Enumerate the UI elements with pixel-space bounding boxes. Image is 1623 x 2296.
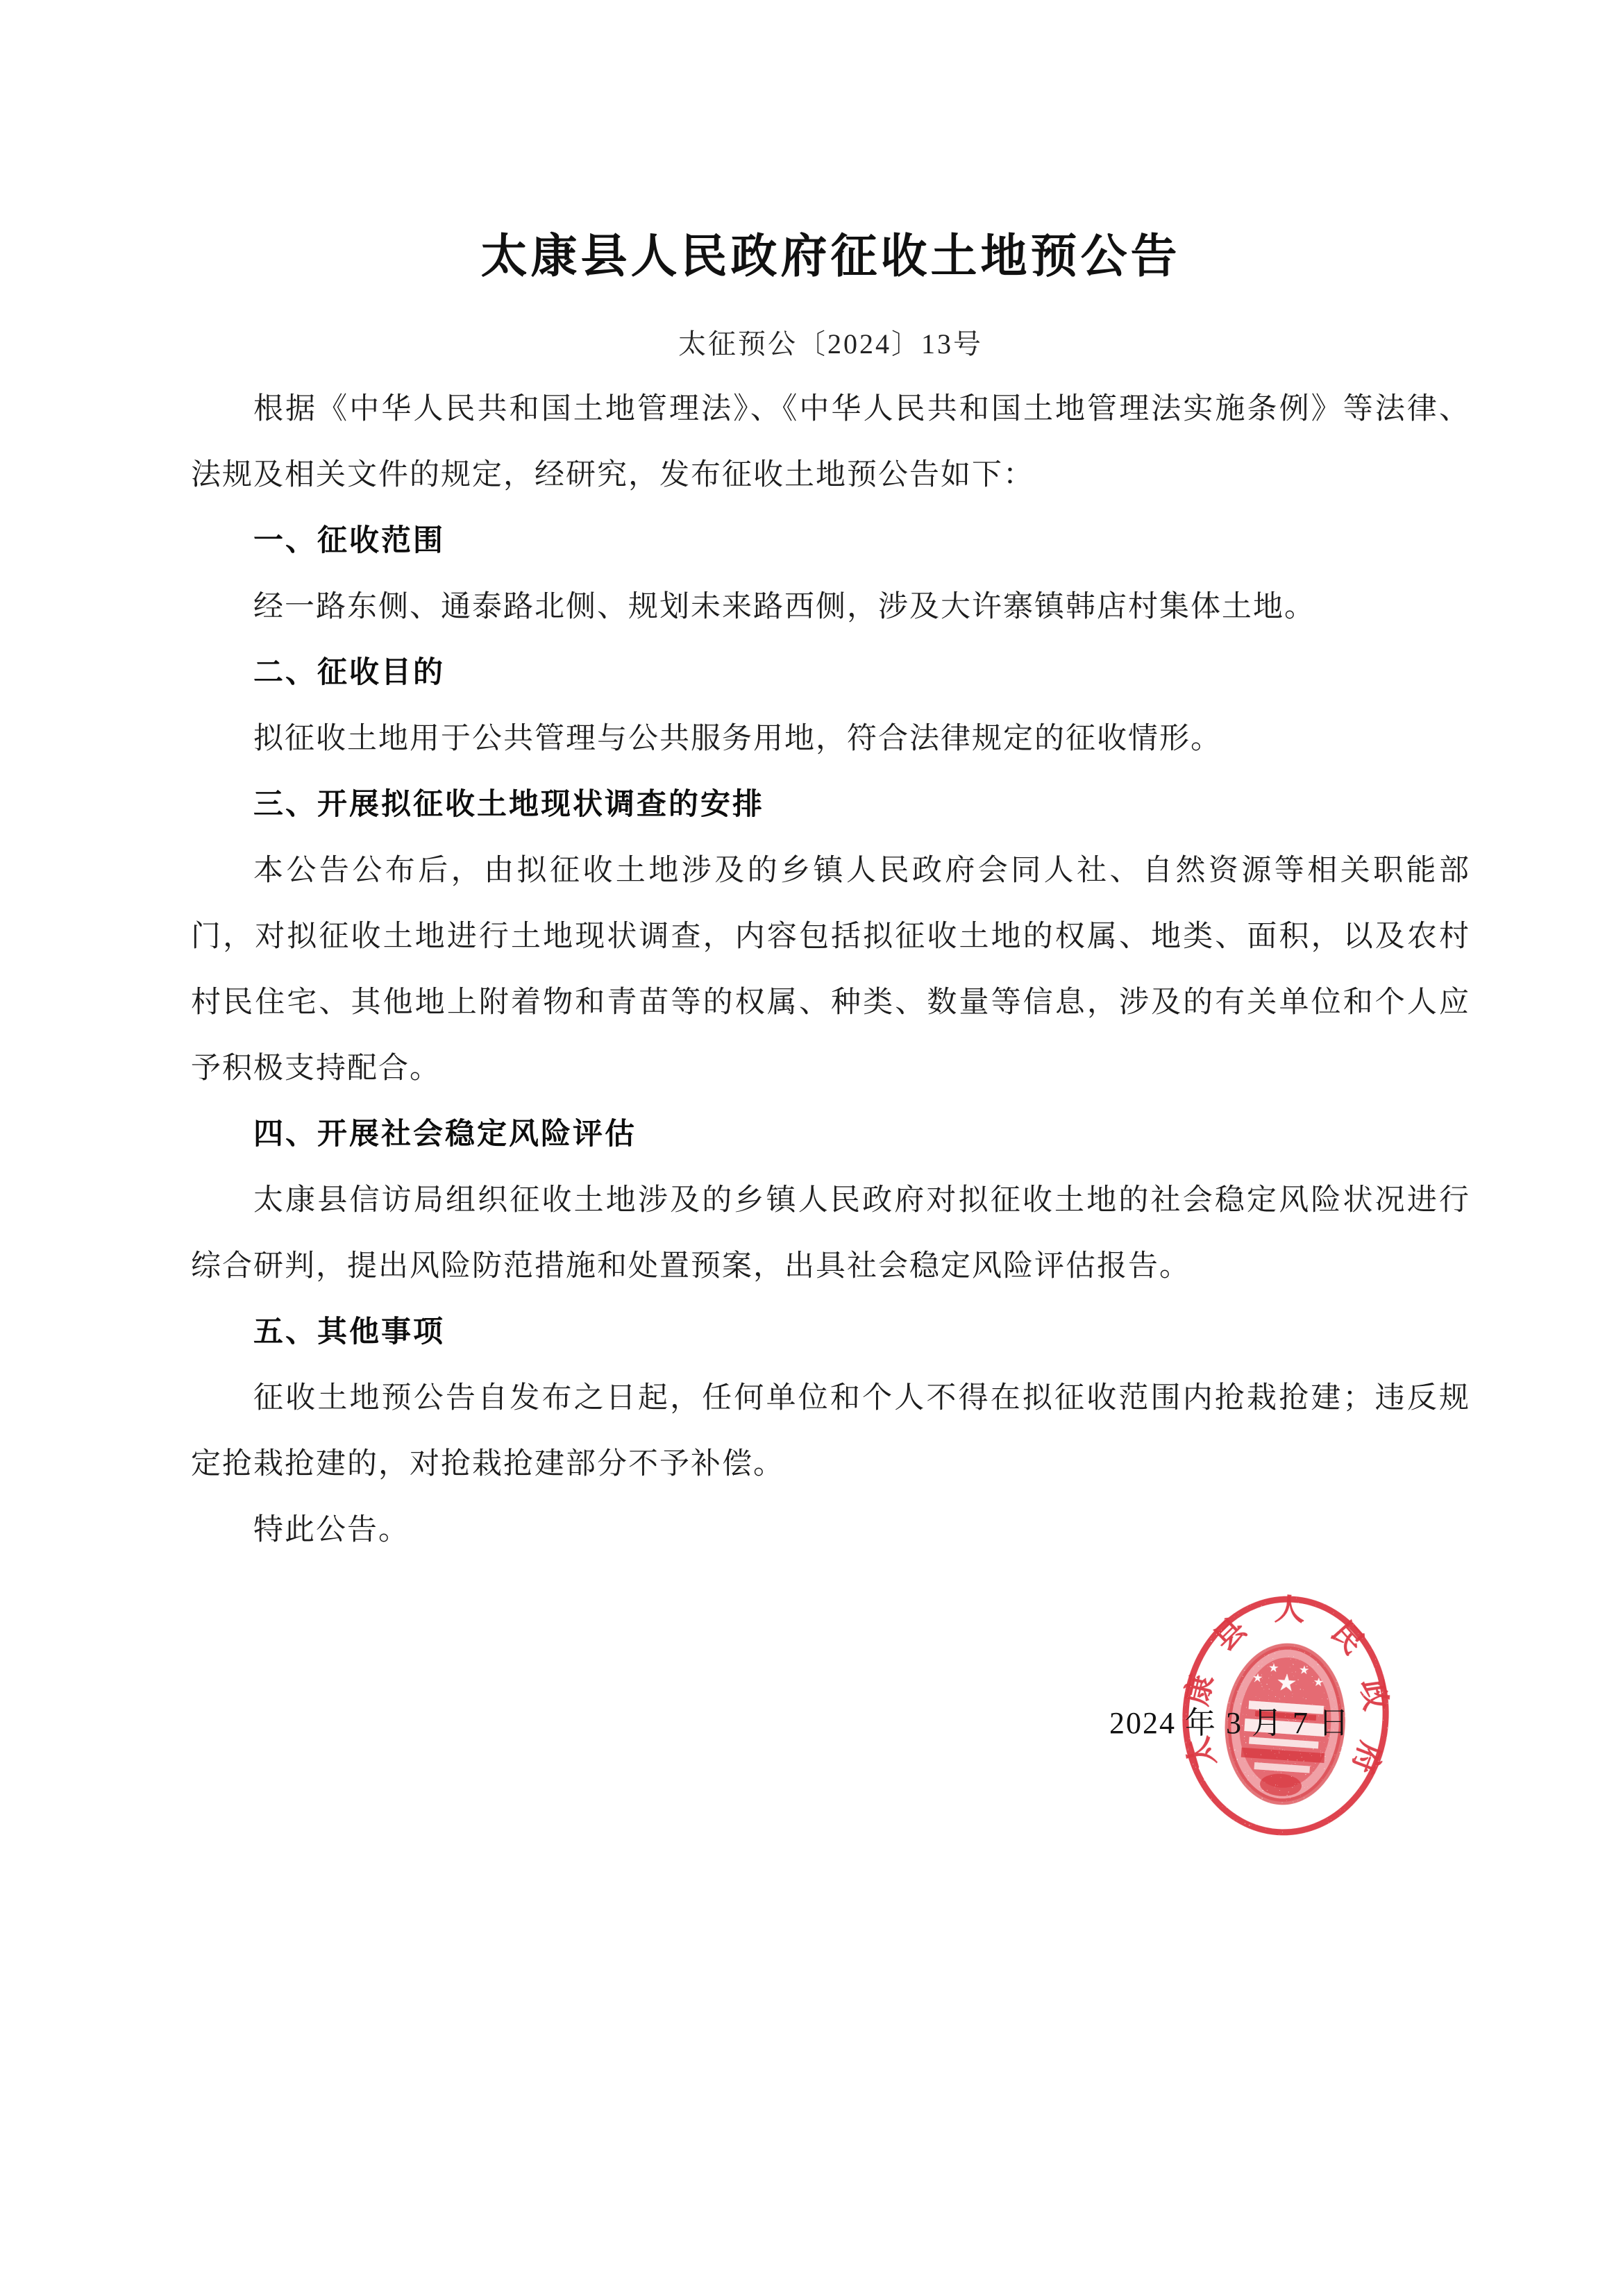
section-heading: 一、征收范围 bbox=[253, 524, 445, 557]
issue-date: 2024 年 3 月 7 日 bbox=[1109, 1706, 1350, 1740]
section-heading: 五、其他事项 bbox=[253, 1315, 445, 1349]
body-paragraph: 特此公告。 bbox=[253, 1514, 410, 1546]
body-paragraph: 根据《中华人民共和国土地管理法》、《中华人民共和国土地管理法实施条例》等法律、法规及相关文件的规定，经研究，发布征收土地预公告如下： bbox=[191, 393, 1470, 491]
big-star-icon: ★ bbox=[1275, 1669, 1298, 1697]
section-heading: 二、征收目的 bbox=[253, 656, 445, 689]
document-number: 太征预公〔2024〕13号 bbox=[678, 328, 983, 360]
small-star-icon: ★ bbox=[1252, 1671, 1263, 1685]
small-star-icon: ★ bbox=[1268, 1661, 1280, 1675]
body-paragraph: 太康县信访局组织征收土地涉及的乡镇人民政府对拟征收土地的社会稳定风险状况进行综合研判，提出风险防范措施和处置预案，出具社会稳定风险评估报告。 bbox=[191, 1184, 1470, 1283]
body-paragraph: 经一路东侧、通泰路北侧、规划未来路西侧，涉及大许寨镇韩店村集体土地。 bbox=[253, 591, 1315, 623]
section-heading: 三、开展拟征收土地现状调查的安排 bbox=[253, 788, 764, 821]
small-star-icon: ★ bbox=[1313, 1675, 1325, 1689]
section-heading: 四、开展社会稳定风险评估 bbox=[253, 1117, 637, 1151]
body-paragraph: 拟征收土地用于公共管理与公共服务用地，符合法律规定的征收情形。 bbox=[253, 723, 1222, 755]
document-title: 太康县人民政府征收土地预公告 bbox=[480, 231, 1181, 282]
document-body bbox=[191, 376, 1470, 1563]
body-paragraph: 本公告公布后，由拟征收土地涉及的乡镇人民政府会同人社、自然资源等相关职能部门，对拟征收土地进行土地现状调查，内容包括拟征收土地的权属、地类、面积，以及农村村民住宅、其他地上附着物和青苗等的权属、种类、数量等信息，涉及的有关单位和个人应予积极支持配合。 bbox=[191, 854, 1470, 1085]
body-paragraph: 征收土地预公告自发布之日起，任何单位和个人不得在拟征收范围内抢栽抢建；违反规定抢栽抢建的，对抢栽抢建部分不予补偿。 bbox=[191, 1382, 1470, 1480]
seal-text: 太康县人民政府 bbox=[1179, 1592, 1393, 1778]
small-star-icon: ★ bbox=[1298, 1663, 1310, 1678]
